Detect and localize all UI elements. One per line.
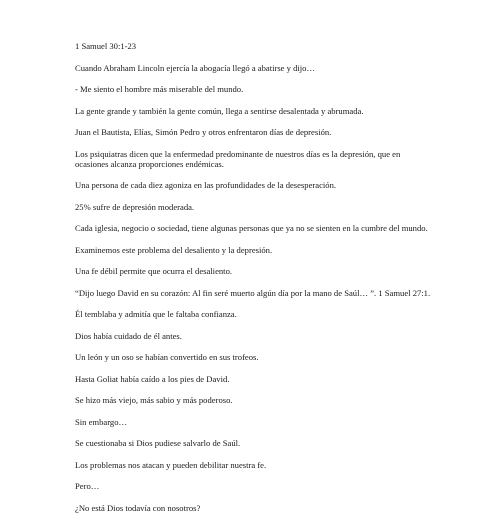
- paragraph: Sin embargo…: [75, 416, 128, 427]
- paragraph: Se cuestionaba si Dios pudiese salvarlo de Saúl.: [75, 438, 241, 449]
- paragraph: Hasta Goliat había caído a los pies de David.: [75, 373, 230, 384]
- paragraph: Juan el Bautista, Elías, Simón Pedro y otros enfrentaron días de depresión.: [75, 127, 332, 137]
- paragraph: ¿No está Dios todavía con nosotros?: [75, 502, 201, 513]
- paragraph: Pero…: [75, 481, 100, 492]
- paragraph: Un león y un oso se habían convertido en sus trofeos.: [75, 352, 259, 363]
- paragraph: Se hizo más viejo, más sabio y más poderoso.: [75, 395, 233, 406]
- paragraph: Cuando Abraham Lincoln ejercía la abogacía llegó a abatirse y dijo…: [75, 62, 316, 73]
- scripture-reference: 1 Samuel 30:1-23: [75, 41, 137, 51]
- paragraph: Una persona de cada diez agoniza en las profundidades de la desesperación.: [75, 180, 337, 191]
- paragraph: Examinemos este problema del desaliento y la depresión.: [75, 244, 273, 255]
- scripture-quote: “Dijo luego David en su corazón: Al fin seré muerto algún día por la mano de Saúl… ”. 1 Samuel 27:1.: [75, 287, 431, 298]
- paragraph: Él temblaba y admitía que le faltaba confianza.: [75, 309, 237, 320]
- paragraph: Los problemas nos atacan y pueden debilitar nuestra fe.: [75, 459, 267, 470]
- paragraph: La gente grande y también la gente común, llega a sentirse desalentada y abrumada.: [75, 105, 364, 116]
- paragraph: Dios había cuidado de él antes.: [75, 330, 182, 341]
- paragraph: 25% sufre de depresión moderada.: [75, 201, 195, 212]
- paragraph: Los psiquiatras dicen que la enfermedad predominante de nuestros días es la depresión, que en ocasiones alcanza proporciones endémicas.: [75, 148, 401, 169]
- document-body: [75, 41, 435, 524]
- paragraph: Una fe débil permite que ocurra el desaliento.: [75, 266, 233, 277]
- paragraph: Cada iglesia, negocio o sociedad, tiene algunas personas que ya no se sienten en la cumbre del mundo.: [75, 223, 428, 234]
- paragraph: - Me siento el hombre más miserable del mundo.: [75, 84, 244, 94]
